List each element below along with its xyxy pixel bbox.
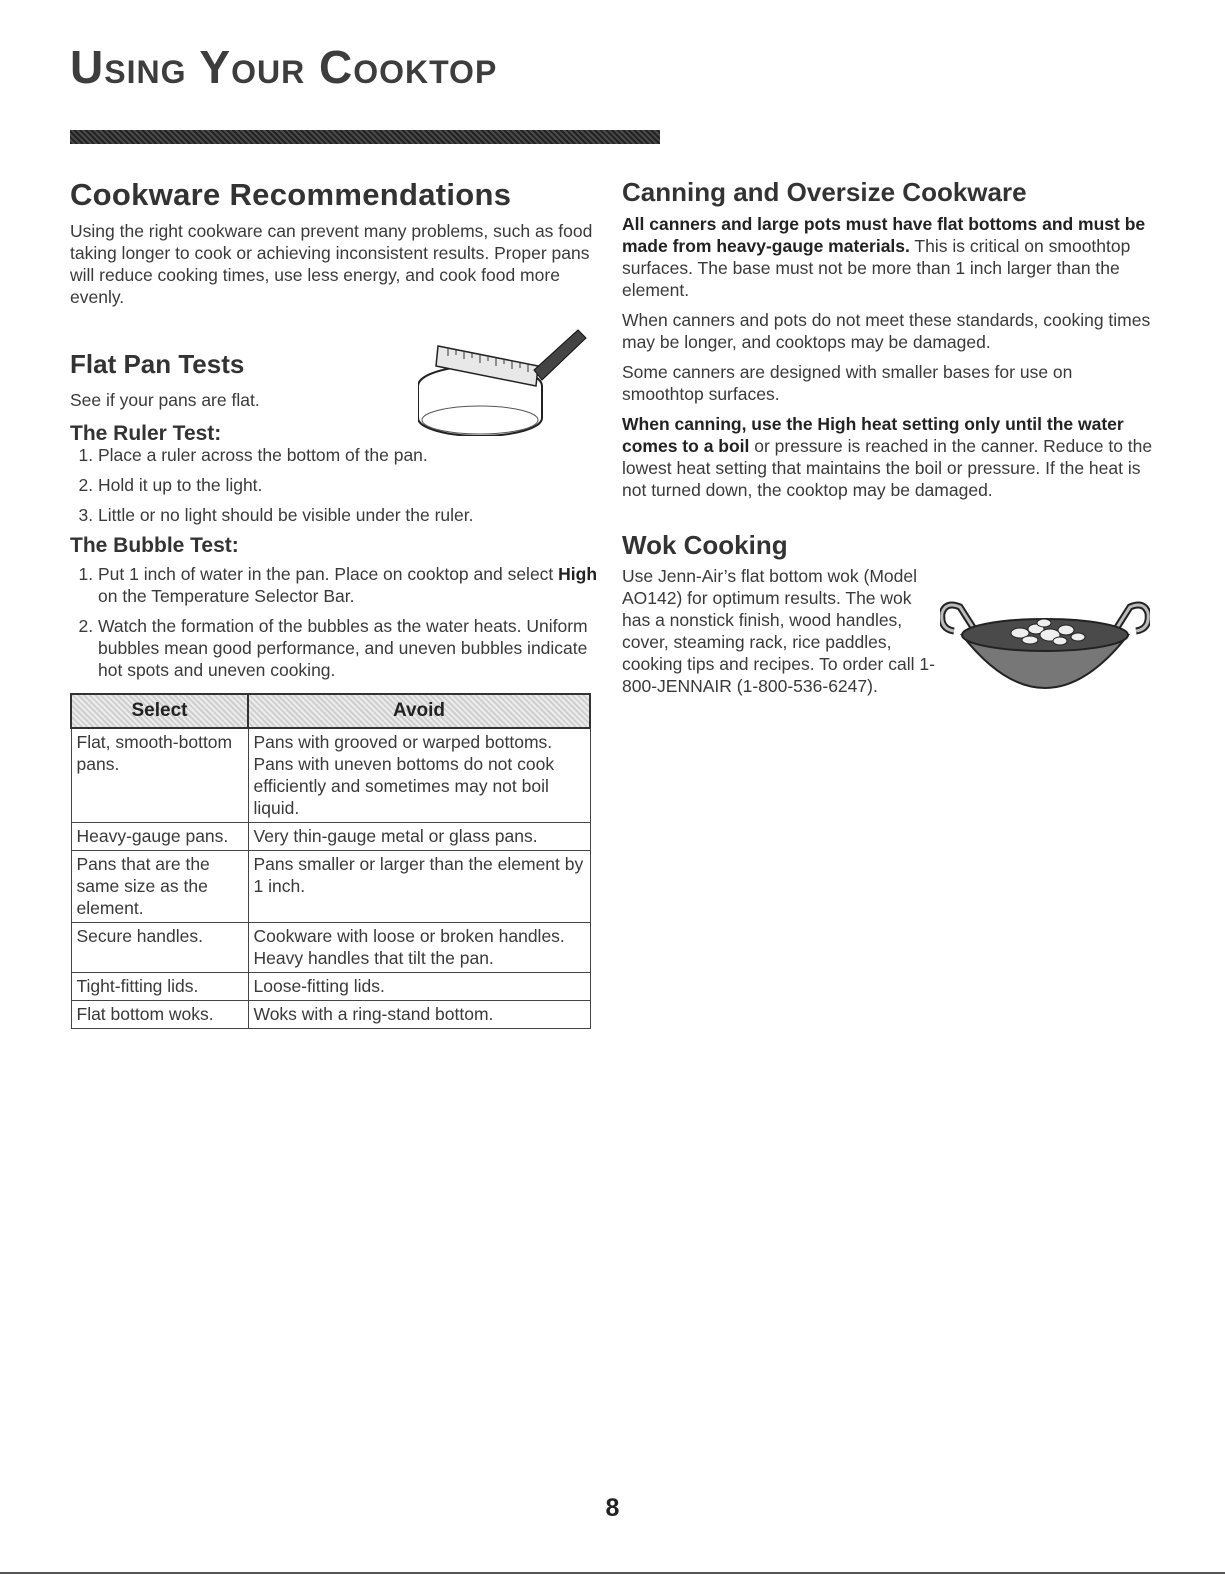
page-number: 8 bbox=[605, 1494, 620, 1522]
ruler-step-2: 2. Hold it up to the light. bbox=[98, 474, 598, 496]
bubble-test-heading: The Bubble Test: bbox=[70, 534, 239, 558]
table-cell-select: Flat, smooth-bottom pans. bbox=[71, 728, 248, 823]
ruler-step-1: 1. Place a ruler across the bottom of the pan. bbox=[98, 444, 598, 466]
canning-paragraph-3: Some canners are designed with smaller bases for use on smoothtop surfaces. bbox=[622, 361, 1073, 404]
bubble-step-2: 2. Watch the formation of the bubbles as the water heats. Uniform bubbles mean good performance, and uneven bubbles indicate hot spots and uneven cooking. bbox=[98, 615, 598, 681]
cookware-heading: Cookware Recommendations bbox=[70, 177, 512, 212]
cookware-intro: Using the right cookware can prevent many problems, such as food taking longer to cook or achieving inconsistent results. Proper pans will reduce cooking times, use less energy, and cook food more evenly. bbox=[70, 221, 593, 308]
cookware-table bbox=[70, 693, 591, 1029]
pan-with-ruler-icon bbox=[418, 328, 588, 436]
right-column bbox=[622, 178, 1154, 697]
table-cell-avoid: Woks with a ring-stand bottom. bbox=[248, 1001, 590, 1029]
title-divider bbox=[70, 130, 660, 144]
left-column bbox=[70, 178, 598, 1029]
table-row bbox=[71, 923, 590, 973]
table-row bbox=[71, 851, 590, 923]
table-cell-select: Flat bottom woks. bbox=[71, 1001, 248, 1029]
bubble-step-1 bbox=[98, 563, 598, 607]
table-row bbox=[71, 1001, 590, 1029]
table-row bbox=[71, 823, 590, 851]
table-row bbox=[71, 973, 590, 1001]
table-cell-avoid: Cookware with loose or broken handles. Heavy handles that tilt the pan. bbox=[248, 923, 590, 973]
table-cell-select: Tight-fitting lids. bbox=[71, 973, 248, 1001]
table-cell-avoid: Very thin-gauge metal or glass pans. bbox=[248, 823, 590, 851]
canning-paragraph-1-rest: This is critical on smoothtop surfaces. The base must not be more than 1 inch larger than the element. bbox=[622, 235, 1131, 300]
table-header-avoid: Avoid bbox=[248, 694, 590, 728]
canning-paragraph-2: When canners and pots do not meet these standards, cooking times may be longer, and cooktops may be damaged. bbox=[622, 309, 1151, 352]
flat-pan-intro: See if your pans are flat. bbox=[70, 390, 260, 411]
canning-heading: Canning and Oversize Cookware bbox=[622, 177, 1027, 207]
wok-heading: Wok Cooking bbox=[622, 529, 788, 560]
table-cell-select: Pans that are the same size as the element. bbox=[71, 851, 248, 923]
table-cell-select: Secure handles. bbox=[71, 923, 248, 973]
table-cell-avoid: Pans smaller or larger than the element by 1 inch. bbox=[248, 851, 590, 923]
ruler-test-steps bbox=[70, 444, 598, 526]
canning-paragraph-4-rest: or pressure is reached in the canner. Reduce to the lowest heat setting that maintains the boil or pressure. If the heat is not turned down, the cooktop may be damaged. bbox=[622, 435, 1153, 500]
canning-paragraph-1-bold: All canners and large pots must have flat bottoms and must be made from heavy-gauge materials. bbox=[622, 213, 1146, 256]
bubble-step-1-text-b: on the Temperature Selector Bar. bbox=[98, 586, 355, 607]
table-cell-select: Heavy-gauge pans. bbox=[71, 823, 248, 851]
table-cell-avoid: Pans with grooved or warped bottoms. Pans with uneven bottoms do not cook efficiently and sometimes may not boil liquid. bbox=[248, 728, 590, 823]
bottom-divider bbox=[0, 1572, 1225, 1574]
canning-paragraph-1 bbox=[622, 213, 1154, 301]
ruler-test-heading: The Ruler Test: bbox=[70, 422, 222, 446]
flat-pan-heading: Flat Pan Tests bbox=[70, 349, 245, 380]
canning-paragraph-4 bbox=[622, 413, 1154, 501]
canning-paragraph-4-bold: When canning, use the High heat setting only until the water comes to a boil bbox=[622, 413, 1124, 456]
table-cell-avoid: Loose-fitting lids. bbox=[248, 973, 590, 1001]
bubble-step-1-bold: High bbox=[558, 564, 598, 585]
wok-section bbox=[622, 565, 1154, 697]
wok-text: Use Jenn-Air’s flat bottom wok (Model AO142) for optimum results. The wok has a nonstick finish, wood handles, cover, steaming rack, rice paddles, cooking tips and recipes. To order call 1-800-JENNAIR (1-800-536-6247). bbox=[622, 566, 935, 697]
ruler-step-3: 3. Little or no light should be visible under the ruler. bbox=[98, 504, 598, 526]
wok-icon bbox=[940, 601, 1150, 716]
flat-pan-section bbox=[70, 342, 598, 446]
table-header-select: Select bbox=[71, 694, 248, 728]
table-row bbox=[71, 728, 590, 823]
bubble-test-steps bbox=[70, 563, 598, 681]
bubble-step-1-text-a: Put 1 inch of water in the pan. Place on cooktop and select bbox=[98, 564, 559, 585]
page-title: Using Your Cooktop bbox=[70, 41, 498, 93]
